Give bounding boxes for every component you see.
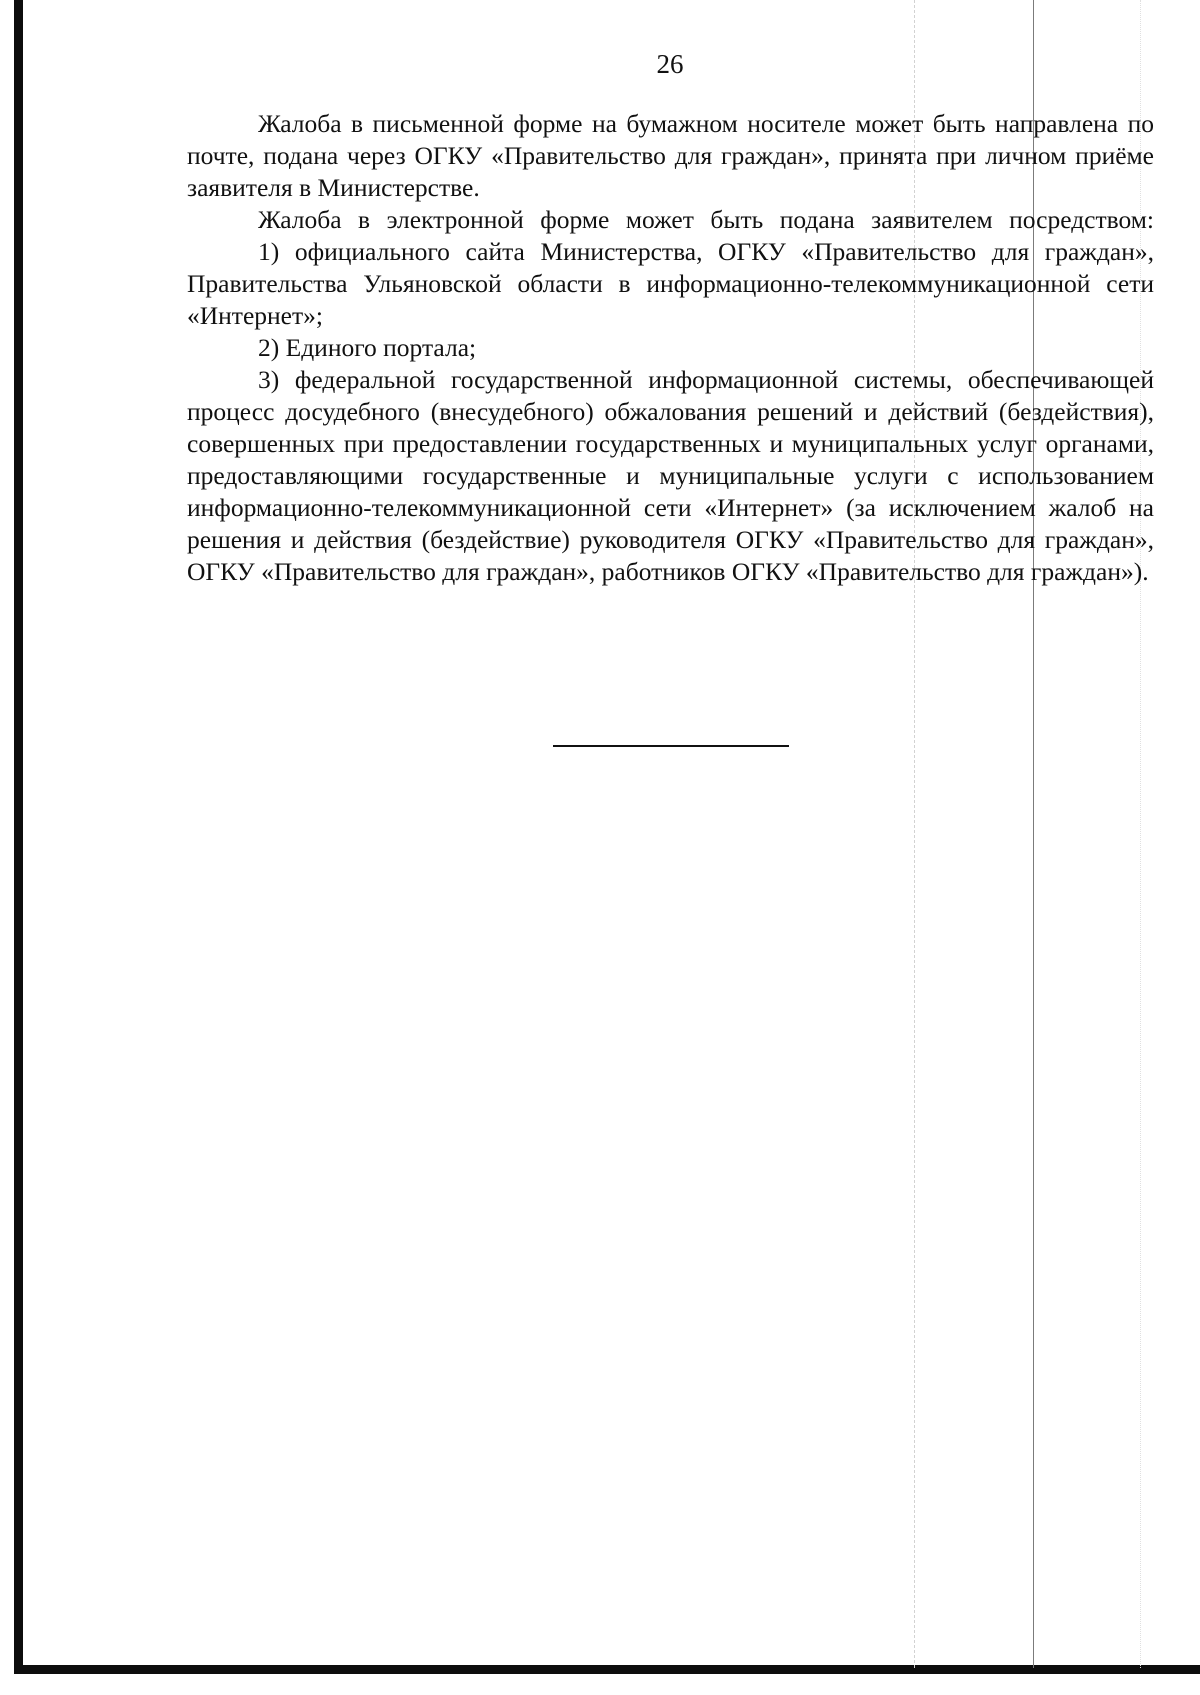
document-body	[187, 108, 1154, 588]
paragraph-paper-complaint: Жалоба в письменной форме на бумажном носителе может быть направлена по почте, подана через ОГКУ «Правительство для граждан», принята при личном приёме заявителя в Министерстве.	[187, 109, 1154, 202]
list-item-official-site: 1) официального сайта Министерства, ОГКУ «Правительство для граждан», Правительства Ульяновской области в информационно-телекоммуникационной сети «Интернет»;	[187, 237, 1154, 330]
scan-border-left	[14, 0, 23, 1672]
page-number: 26	[656, 49, 684, 79]
scan-border-bottom	[14, 1665, 1200, 1674]
end-of-text-rule	[553, 745, 789, 747]
list-item-single-portal: 2) Единого портала;	[258, 333, 477, 362]
paragraph-electronic-complaint: Жалоба в электронной форме может быть подана заявителем посредством:	[258, 205, 1154, 234]
list-item-federal-system: 3) федеральной государственной информационной системы, обеспечивающей процесс досудебного (внесудебного) обжалования решений и действий (бездействия), совершенных при предоставлении государственных и муниципальных услуг органами, предоставляющими государственные и муниципальные услуги с использованием информационно-телекоммуникационной сети «Интернет» (за исключением жалоб на решения и действия (бездействие) руководителя ОГКУ «Правительство для граждан», ОГКУ «Правительство для граждан», работников ОГКУ «Правительство для граждан»).	[187, 365, 1154, 586]
